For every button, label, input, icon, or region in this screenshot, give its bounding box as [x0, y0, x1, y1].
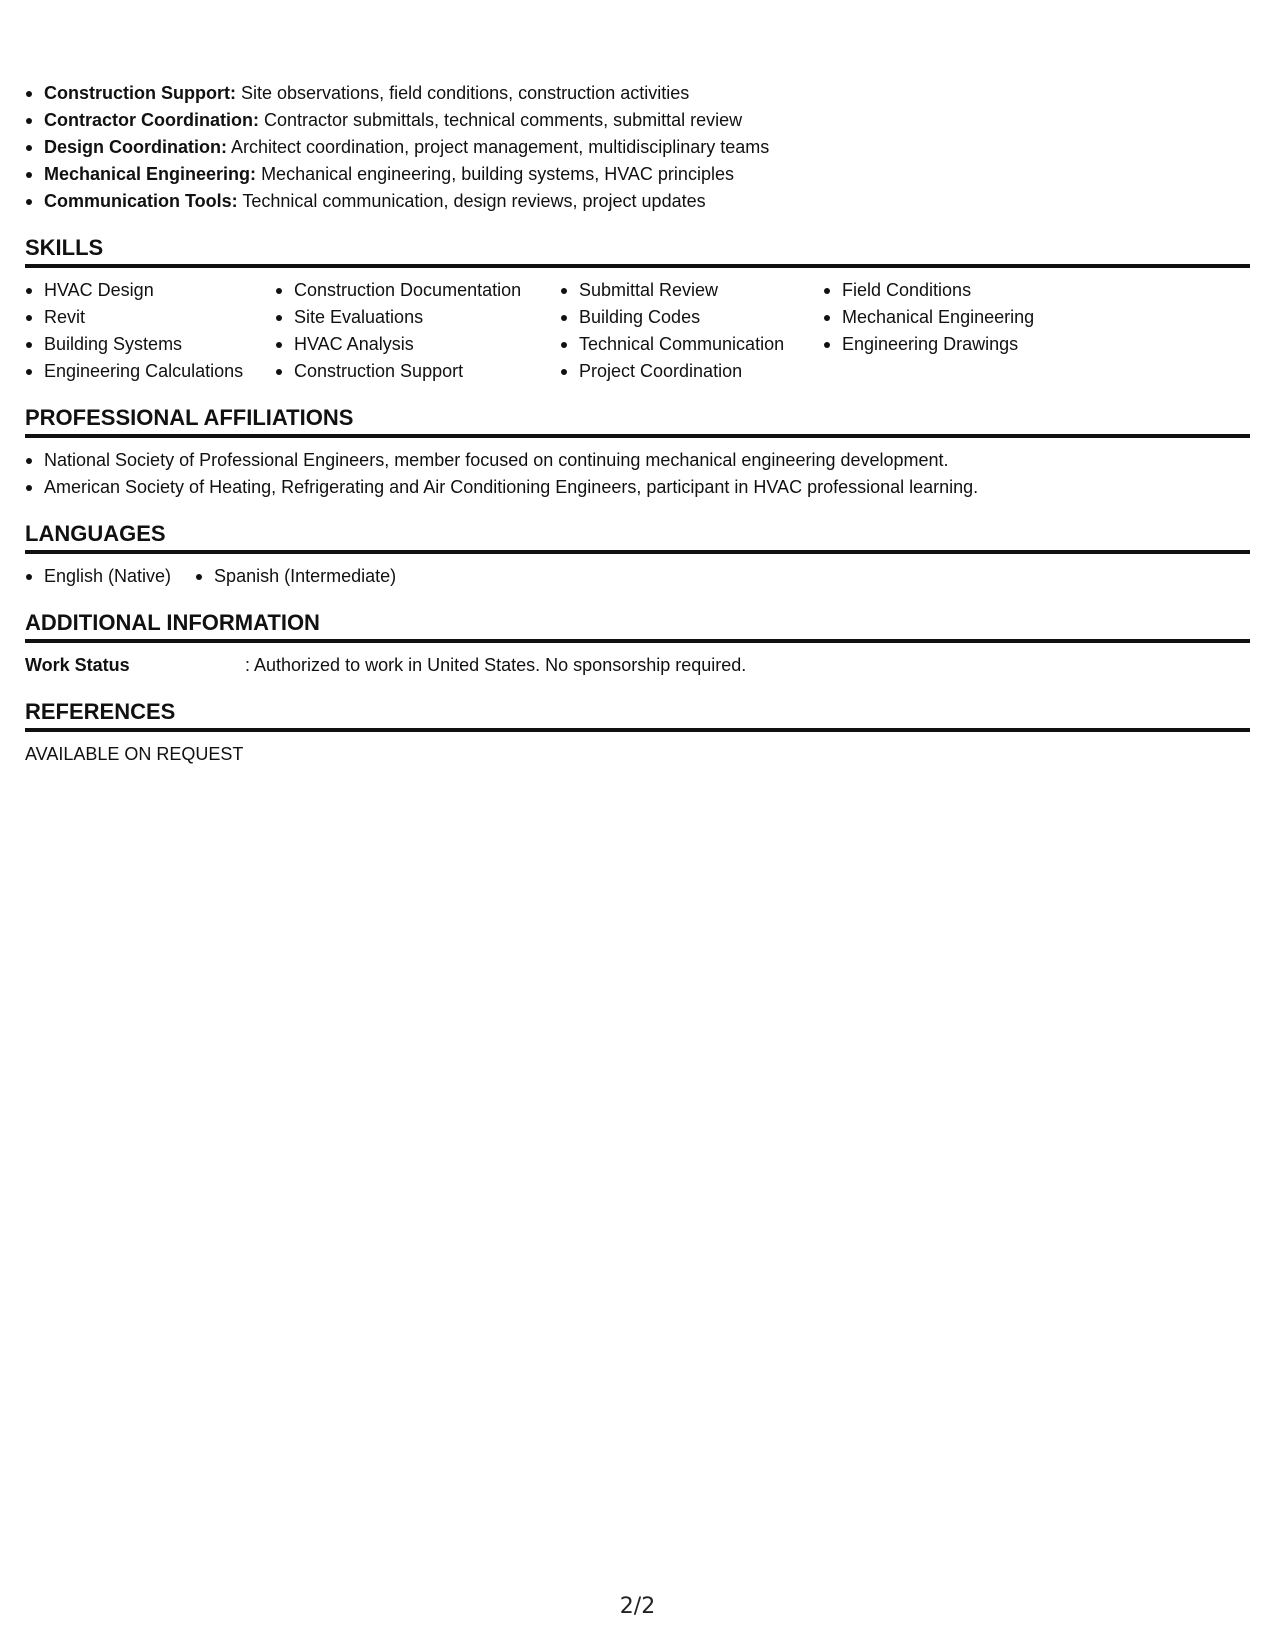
- skill-item: Site Evaluations: [275, 304, 560, 331]
- summary-item-label: Contractor Coordination:: [44, 110, 259, 130]
- page-number: 2/2: [619, 1594, 656, 1619]
- work-status-label: Work Status: [25, 655, 130, 675]
- affiliations-heading: PROFESSIONAL AFFILIATIONS: [25, 406, 1250, 438]
- summary-list: [25, 80, 1250, 215]
- skills-column: [25, 277, 275, 385]
- languages-list: [25, 563, 1250, 590]
- additional-info-heading: ADDITIONAL INFORMATION: [25, 611, 1250, 643]
- affiliation-item: National Society of Professional Engineers, member focused on continuing mechanical engineering development.: [25, 447, 1250, 474]
- skills-grid: [25, 277, 1250, 385]
- skills-column: [823, 277, 1123, 385]
- affiliations-list: [25, 447, 1250, 501]
- references-heading: REFERENCES: [25, 700, 1250, 732]
- resume-page: [25, 80, 1250, 768]
- skill-item: Building Systems: [25, 331, 275, 358]
- summary-item-label: Mechanical Engineering:: [44, 164, 257, 184]
- skill-item: Revit: [25, 304, 275, 331]
- skill-item: Construction Support: [275, 358, 560, 385]
- skill-item: Mechanical Engineering: [823, 304, 1123, 331]
- affiliation-item: American Society of Heating, Refrigerating and Air Conditioning Engineers, participant in HVAC professional learning.: [25, 474, 1250, 501]
- skill-item: HVAC Design: [25, 277, 275, 304]
- skills-heading: SKILLS: [25, 236, 1250, 268]
- summary-item: [25, 134, 1250, 161]
- summary-item-label: Design Coordination:: [44, 137, 227, 157]
- summary-item-label: Construction Support:: [44, 83, 236, 103]
- summary-item: [25, 188, 1250, 215]
- language-item: English (Native): [25, 563, 171, 590]
- skills-column: [275, 277, 560, 385]
- summary-item-text: Contractor submittals, technical comments, submittal review: [264, 110, 743, 130]
- summary-item-text: Technical communication, design reviews, project updates: [242, 191, 706, 211]
- skill-item: Engineering Drawings: [823, 331, 1123, 358]
- summary-item-text: Architect coordination, project management, multidisciplinary teams: [231, 137, 770, 157]
- skill-item: Building Codes: [560, 304, 823, 331]
- skill-item: HVAC Analysis: [275, 331, 560, 358]
- skill-item: Submittal Review: [560, 277, 823, 304]
- work-status-value: : Authorized to work in United States. No sponsorship required.: [245, 655, 747, 675]
- skill-item: Construction Documentation: [275, 277, 560, 304]
- skill-item: Project Coordination: [560, 358, 823, 385]
- skill-item: Technical Communication: [560, 331, 823, 358]
- skill-item: Engineering Calculations: [25, 358, 275, 385]
- summary-item: [25, 107, 1250, 134]
- summary-item: [25, 80, 1250, 107]
- languages-heading: LANGUAGES: [25, 522, 1250, 554]
- summary-item-text: Site observations, field conditions, construction activities: [241, 83, 690, 103]
- skill-item: Field Conditions: [823, 277, 1123, 304]
- language-item: Spanish (Intermediate): [195, 563, 396, 590]
- skills-column: [560, 277, 823, 385]
- summary-item-text: Mechanical engineering, building systems, HVAC principles: [261, 164, 734, 184]
- summary-item-label: Communication Tools:: [44, 191, 238, 211]
- references-text: AVAILABLE ON REQUEST: [25, 744, 244, 764]
- work-status-row: [25, 652, 1250, 679]
- summary-item: [25, 161, 1250, 188]
